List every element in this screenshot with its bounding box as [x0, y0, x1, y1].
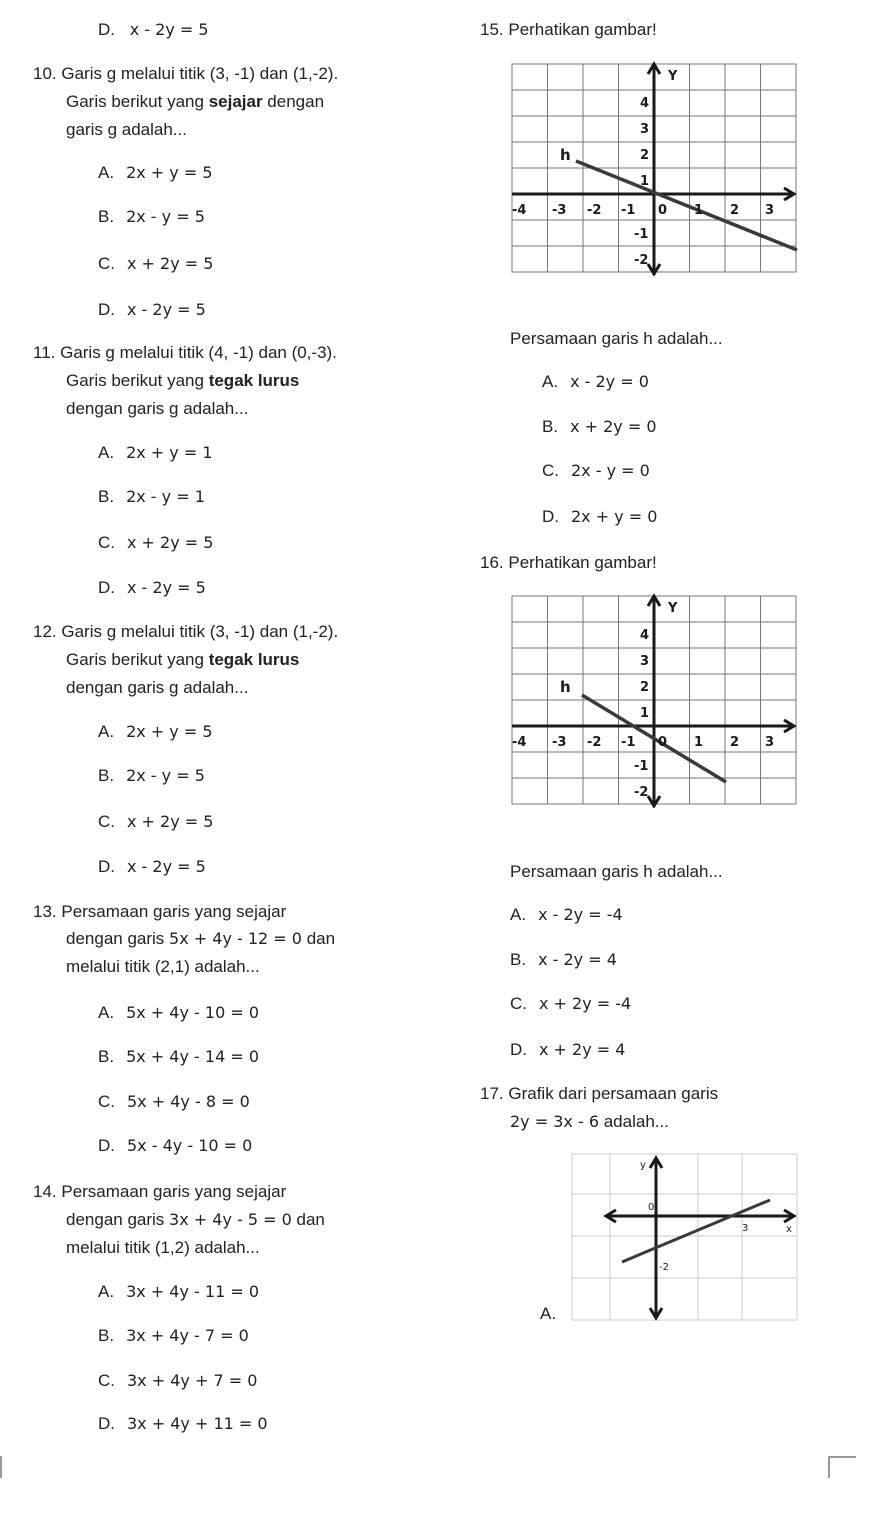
q11-line1: [33, 343, 337, 363]
q14-line3: [66, 1238, 260, 1258]
q17-graph: [570, 1152, 800, 1324]
y-tick: 3: [640, 122, 650, 137]
option-label: A.: [98, 163, 115, 182]
option-label: B.: [510, 950, 527, 969]
q17-line2: [510, 1112, 669, 1132]
q16-option-d[interactable]: [510, 1040, 625, 1060]
axes: [512, 64, 794, 274]
q13-equation: 5x + 4y - 12 = 0: [169, 929, 302, 948]
option-equation: x - 2y = 5: [127, 578, 206, 597]
x-tick: -3: [552, 735, 567, 750]
origin-label: 0: [648, 1202, 655, 1213]
option-label: D.: [510, 1040, 527, 1059]
q15-option-d[interactable]: [542, 507, 657, 527]
option-label: B.: [542, 417, 559, 436]
x-tick: -4: [512, 203, 527, 218]
q12-text: 12. Garis g melalui titik: [33, 622, 210, 641]
x-tick: 2: [730, 735, 740, 750]
q13-text: melalui titik: [66, 957, 155, 976]
x-tick: 2: [730, 203, 740, 218]
q13-option-a[interactable]: [98, 1003, 259, 1023]
y-tick: 1: [640, 174, 650, 189]
q13-line2: [66, 929, 335, 949]
page-corner-mark-left: [0, 1456, 2, 1478]
option-equation: x - 2y = 0: [570, 372, 649, 391]
q14-text: melalui titik: [66, 1238, 155, 1257]
option-equation: 2x + y = 0: [571, 507, 658, 526]
option-equation: 2x - y = 5: [126, 207, 205, 226]
option-label: D.: [98, 1414, 115, 1433]
q12-points: (3, -1) dan (1,-2).: [209, 622, 339, 641]
q12-text: Garis berikut yang: [66, 650, 209, 669]
q16-title: 16. Perhatikan gambar!: [480, 553, 657, 572]
x-axis-label: x: [786, 1224, 792, 1235]
y-tick: -1: [634, 759, 649, 774]
q11-option-c[interactable]: [98, 533, 213, 553]
q10-line1: [33, 64, 338, 84]
x-tick: 3: [765, 203, 775, 218]
option-label: A.: [542, 372, 559, 391]
option-label: C.: [98, 533, 115, 552]
option-label: D.: [98, 857, 115, 876]
q13-line3: [66, 957, 260, 977]
option-equation: x - 2y = 4: [538, 950, 617, 969]
x-tick: 0: [658, 203, 668, 218]
x-tick: 3: [765, 735, 775, 750]
q11-line3: dengan garis g adalah...: [66, 399, 249, 418]
x-tick: -2: [587, 735, 602, 750]
option-label: A.: [98, 1282, 115, 1301]
q14-equation: 3x + 4y - 5 = 0: [169, 1210, 292, 1229]
option-equation: 2x + y = 5: [126, 722, 213, 741]
x-tick: 0: [658, 735, 668, 750]
option-equation: x - 2y = 5: [127, 857, 206, 876]
q10-option-a[interactable]: [98, 163, 213, 183]
option-equation: 2x - y = 1: [126, 487, 205, 506]
q17-equation: 2y = 3x - 6: [510, 1112, 599, 1131]
option-label: A.: [98, 722, 115, 741]
q14-line1: 14. Persamaan garis yang sejajar: [33, 1182, 287, 1201]
option-equation: x + 2y = -4: [539, 994, 632, 1013]
option-label: C.: [510, 994, 527, 1013]
q13-option-b[interactable]: [98, 1047, 259, 1067]
q12-option-b[interactable]: [98, 766, 205, 786]
x-tick: 1: [694, 735, 704, 750]
q14-option-b[interactable]: [98, 1326, 249, 1346]
q12-line2: [66, 650, 299, 670]
option-equation: 3x + 4y + 7 = 0: [127, 1371, 258, 1390]
q10-text: 10. Garis g melalui titik: [33, 64, 210, 83]
x-tick: -1: [621, 735, 636, 750]
q12-line1: [33, 622, 338, 642]
q11-text: Garis berikut yang: [66, 371, 209, 390]
q17-line1: 17. Grafik dari persamaan garis: [480, 1084, 719, 1103]
option-equation: 5x + 4y - 10 = 0: [126, 1003, 259, 1022]
option-label: D.: [98, 1136, 115, 1155]
option-label: B.: [98, 766, 115, 785]
q13-point: (2,1): [154, 957, 190, 976]
option-equation: 2x + y = 1: [126, 443, 213, 462]
y-tick: -2: [659, 1262, 669, 1273]
y-tick: -2: [634, 785, 649, 800]
option-label: C.: [98, 812, 115, 831]
option-label: A.: [98, 443, 115, 462]
option-label: C.: [542, 461, 559, 480]
option-label: A.: [510, 905, 527, 924]
q16-question: Persamaan garis h adalah...: [510, 862, 723, 881]
y-axis-label: Y: [668, 601, 678, 616]
q11-text: 11. Garis g melalui titik: [33, 343, 209, 362]
q12-option-a[interactable]: [98, 722, 213, 742]
x-tick: -1: [621, 203, 636, 218]
q12-keyword: tegak lurus: [208, 650, 300, 669]
q13-option-c[interactable]: [98, 1092, 250, 1112]
y-tick: 2: [640, 148, 650, 163]
q11-keyword: tegak lurus: [208, 371, 300, 390]
q10-keyword: sejajar: [208, 92, 263, 111]
q16-option-b[interactable]: [510, 950, 617, 970]
axes: [512, 596, 794, 806]
q10-text: Garis berikut yang: [66, 92, 209, 111]
option-label: C.: [98, 254, 115, 273]
q14-point: (1,2): [154, 1238, 190, 1257]
y-axis-label: Y: [668, 69, 678, 84]
q14-option-c[interactable]: [98, 1371, 257, 1391]
q14-line2: [66, 1210, 325, 1230]
y-tick: 4: [640, 628, 650, 643]
option-equation: 2x + y = 5: [126, 163, 213, 182]
q14-option-a[interactable]: [98, 1282, 259, 1302]
option-equation: 5x + 4y - 8 = 0: [127, 1092, 250, 1111]
option-label: B.: [98, 1047, 115, 1066]
x-tick: -4: [512, 735, 527, 750]
option-equation: x - 2y = 5: [129, 20, 209, 39]
q15-option-b[interactable]: [542, 417, 657, 437]
y-tick: 1: [640, 706, 650, 721]
q10-option-b[interactable]: [98, 207, 205, 227]
q15-title: 15. Perhatikan gambar!: [480, 20, 657, 39]
q16-option-c[interactable]: [510, 994, 631, 1014]
q14-text: adalah...: [189, 1238, 260, 1257]
q17-option-a-label[interactable]: A.: [540, 1304, 557, 1323]
q10-line3: garis g adalah...: [66, 120, 187, 139]
q15-graph: [508, 60, 800, 276]
option-label: D.: [98, 300, 115, 319]
y-tick: 4: [640, 96, 650, 111]
x-tick: -2: [587, 203, 602, 218]
q13-line1: 13. Persamaan garis yang sejajar: [33, 902, 287, 921]
option-equation: 3x + 4y - 7 = 0: [126, 1326, 249, 1345]
y-tick: 3: [640, 654, 650, 669]
option-equation: 5x - 4y - 10 = 0: [127, 1136, 253, 1155]
q11-option-d[interactable]: [98, 578, 206, 598]
q10-option-c[interactable]: [98, 254, 213, 274]
option-equation: x + 2y = 5: [127, 533, 214, 552]
x-tick: 3: [742, 1223, 749, 1234]
q12-option-d[interactable]: [98, 857, 206, 877]
q11-line2: [66, 371, 299, 391]
q13-text: dan: [301, 929, 336, 948]
option-label: B.: [98, 1326, 115, 1345]
option-label: D.: [98, 20, 115, 39]
y-axis-label: y: [640, 1160, 646, 1171]
q16-graph: [508, 592, 800, 808]
y-tick: -2: [634, 253, 649, 268]
option-label: B.: [98, 487, 115, 506]
y-tick: -1: [634, 227, 649, 242]
q10-points: (3, -1) dan (1,-2).: [209, 64, 339, 83]
option-label: C.: [98, 1371, 115, 1390]
q13-option-d[interactable]: [98, 1136, 252, 1156]
option-equation: 2x - y = 0: [571, 461, 650, 480]
q12-line3: dengan garis g adalah...: [66, 678, 249, 697]
option-equation: x - 2y = 5: [127, 300, 206, 319]
page-corner-mark-right-h: [828, 1456, 856, 1458]
line-h-label: h: [560, 146, 571, 164]
q11-option-b[interactable]: [98, 487, 205, 507]
option-label: D.: [98, 578, 115, 597]
line-h: [576, 161, 797, 250]
option-equation: 2x - y = 5: [126, 766, 205, 785]
option-equation: x + 2y = 0: [570, 417, 657, 436]
q17-text: adalah...: [599, 1112, 669, 1131]
page-corner-mark-right-v: [828, 1456, 830, 1478]
q16-option-a[interactable]: [510, 905, 623, 925]
option-label: B.: [98, 207, 115, 226]
q12-option-c[interactable]: [98, 812, 213, 832]
q11-option-a[interactable]: [98, 443, 213, 463]
option-equation: x + 2y = 5: [127, 812, 214, 831]
q15-option-c[interactable]: [542, 461, 650, 481]
q15-option-a[interactable]: [542, 372, 649, 392]
option-equation: 3x + 4y - 11 = 0: [126, 1282, 259, 1301]
option-label: A.: [98, 1003, 115, 1022]
q15-question: Persamaan garis h adalah...: [510, 329, 723, 348]
q10-line2: [66, 92, 324, 112]
option-equation: x + 2y = 5: [127, 254, 214, 273]
option-equation: x + 2y = 4: [539, 1040, 626, 1059]
q14-option-d[interactable]: [98, 1414, 268, 1434]
y-tick: 2: [640, 680, 650, 695]
axes: [606, 1158, 794, 1318]
option-equation: 3x + 4y + 11 = 0: [127, 1414, 268, 1433]
q13-text: adalah...: [189, 957, 260, 976]
line-h-label: h: [560, 678, 571, 696]
q10-text: dengan: [262, 92, 325, 111]
option-equation: 5x + 4y - 14 = 0: [126, 1047, 259, 1066]
q13-text: dengan garis: [66, 929, 170, 948]
option-label: D.: [542, 507, 559, 526]
option-label: C.: [98, 1092, 115, 1111]
q14-text: dan: [291, 1210, 325, 1229]
q10-option-d[interactable]: [98, 300, 206, 320]
q11-points: (4, -1) dan (0,-3).: [208, 343, 337, 362]
q14-text: dengan garis: [66, 1210, 170, 1229]
option-equation: x - 2y = -4: [538, 905, 623, 924]
x-tick: -3: [552, 203, 567, 218]
prev-option-d: [98, 20, 209, 40]
x-tick: 1: [694, 203, 704, 218]
